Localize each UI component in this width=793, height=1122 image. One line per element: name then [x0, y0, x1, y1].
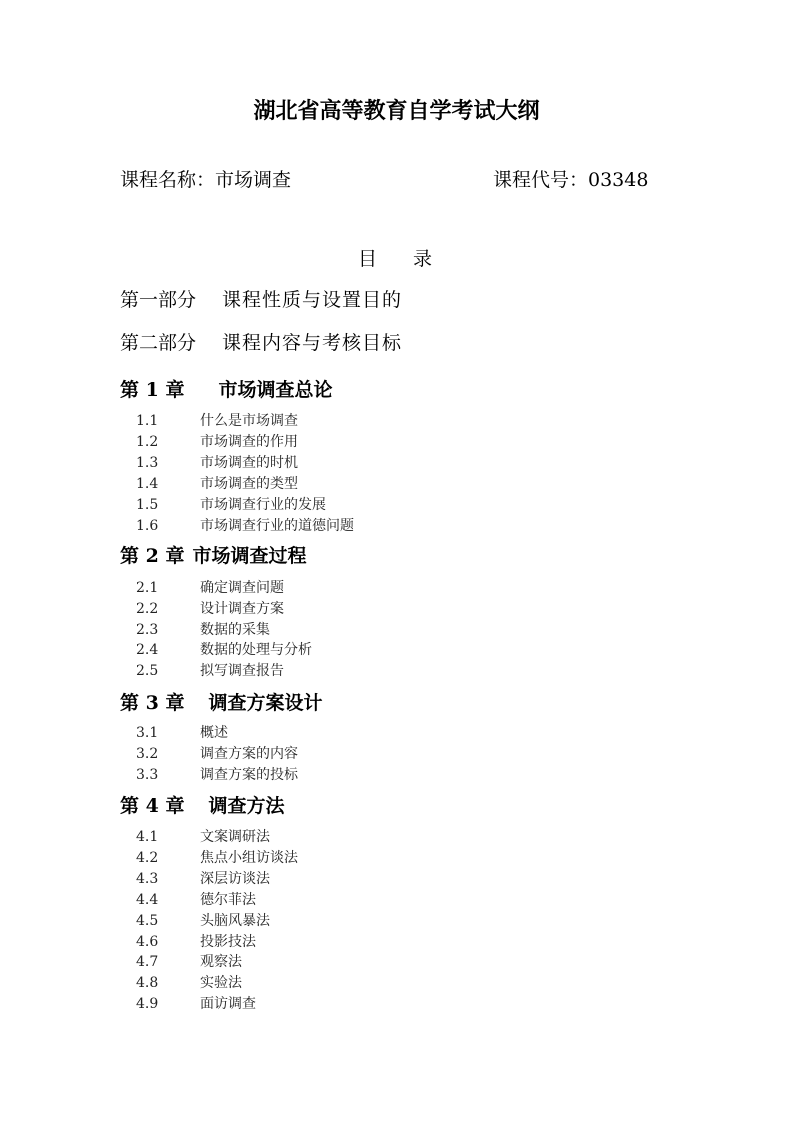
section-title[interactable]: 市场调查的类型: [200, 476, 298, 492]
toc-part-2[interactable]: [120, 334, 402, 353]
section-number: 2.5: [136, 663, 159, 680]
chapter-title: 市场调查总论: [218, 379, 333, 401]
section-title[interactable]: 观察法: [200, 954, 242, 971]
chapter-label: 第 3 章: [120, 692, 185, 714]
document-title: 湖北省高等教育自学考试大纲: [253, 98, 540, 124]
section-number: 2.2: [136, 600, 159, 617]
part-title: 课程内容与考核目标: [222, 332, 403, 354]
section-title[interactable]: 头脑风暴法: [200, 912, 270, 929]
section-title[interactable]: 市场调查的时机: [200, 455, 298, 471]
section-number: 4.4: [136, 891, 159, 908]
course-code: 课程代号：03348: [493, 169, 649, 191]
section-number: 1.4: [136, 476, 159, 492]
section-title[interactable]: 面访调查: [200, 996, 256, 1013]
section-number: 2.4: [136, 642, 159, 659]
section-number: 1.2: [136, 434, 159, 450]
section-number: 4.3: [136, 870, 159, 887]
section-title[interactable]: 焦点小组访谈法: [200, 849, 298, 866]
chapter-heading[interactable]: [120, 797, 284, 816]
section-title[interactable]: 实验法: [200, 975, 242, 992]
section-title[interactable]: 深层访谈法: [200, 870, 270, 887]
section-title[interactable]: 市场调查行业的道德问题: [200, 518, 354, 534]
section-number: 1.6: [136, 518, 159, 534]
section-title[interactable]: 投影技法: [200, 933, 256, 950]
toc-heading: [358, 250, 432, 269]
section-number: 4.9: [136, 996, 159, 1013]
section-title[interactable]: 什么是市场调查: [200, 413, 298, 429]
section-title[interactable]: 概述: [200, 725, 228, 741]
section-number: 4.5: [136, 912, 159, 929]
section-number: 4.6: [136, 933, 159, 950]
chapter-label: 第 1 章: [120, 379, 185, 401]
toc-char: 目: [358, 248, 378, 270]
toc-char: 录: [413, 248, 433, 270]
section-number: 2.3: [136, 621, 159, 638]
section-title[interactable]: 市场调查的作用: [200, 434, 298, 450]
section-title[interactable]: 文案调研法: [200, 829, 270, 845]
section-title[interactable]: 数据的采集: [200, 621, 270, 638]
section-number: 4.7: [136, 954, 159, 971]
section-title[interactable]: 拟写调查报告: [200, 663, 284, 680]
section-number: 4.1: [136, 829, 159, 845]
section-number: 1.5: [136, 497, 159, 513]
section-number: 3.1: [136, 725, 159, 741]
part-title: 课程性质与设置目的: [222, 289, 403, 311]
chapter-title: 调查方法: [208, 795, 285, 817]
section-number: 3.3: [136, 767, 159, 783]
section-number: 2.1: [136, 580, 159, 596]
section-title[interactable]: 市场调查行业的发展: [200, 497, 326, 513]
section-number: 1.1: [136, 413, 159, 429]
section-number: 4.8: [136, 975, 159, 992]
section-title[interactable]: 调查方案的投标: [200, 767, 298, 783]
section-title[interactable]: 设计调查方案: [200, 600, 284, 617]
section-title[interactable]: 数据的处理与分析: [200, 642, 312, 659]
toc-part-1[interactable]: [120, 291, 402, 310]
chapter-heading[interactable]: [120, 694, 322, 713]
section-title[interactable]: 调查方案的内容: [200, 746, 298, 762]
section-number: 1.3: [136, 455, 159, 471]
section-number: 4.2: [136, 849, 159, 866]
part-label: 第二部分: [120, 332, 197, 354]
chapter-label: 第 2 章: [120, 545, 185, 567]
section-title[interactable]: 确定调查问题: [200, 580, 284, 596]
course-name: 课程名称：市场调查: [120, 169, 292, 191]
chapter-title: 调查方案设计: [208, 692, 323, 714]
section-number: 3.2: [136, 746, 159, 762]
chapter-title: 市场调查过程: [192, 545, 307, 567]
chapter-heading[interactable]: [120, 381, 332, 400]
chapter-label: 第 4 章: [120, 795, 185, 817]
section-title[interactable]: 德尔菲法: [200, 891, 256, 908]
chapter-heading[interactable]: [120, 547, 306, 566]
part-label: 第一部分: [120, 289, 197, 311]
